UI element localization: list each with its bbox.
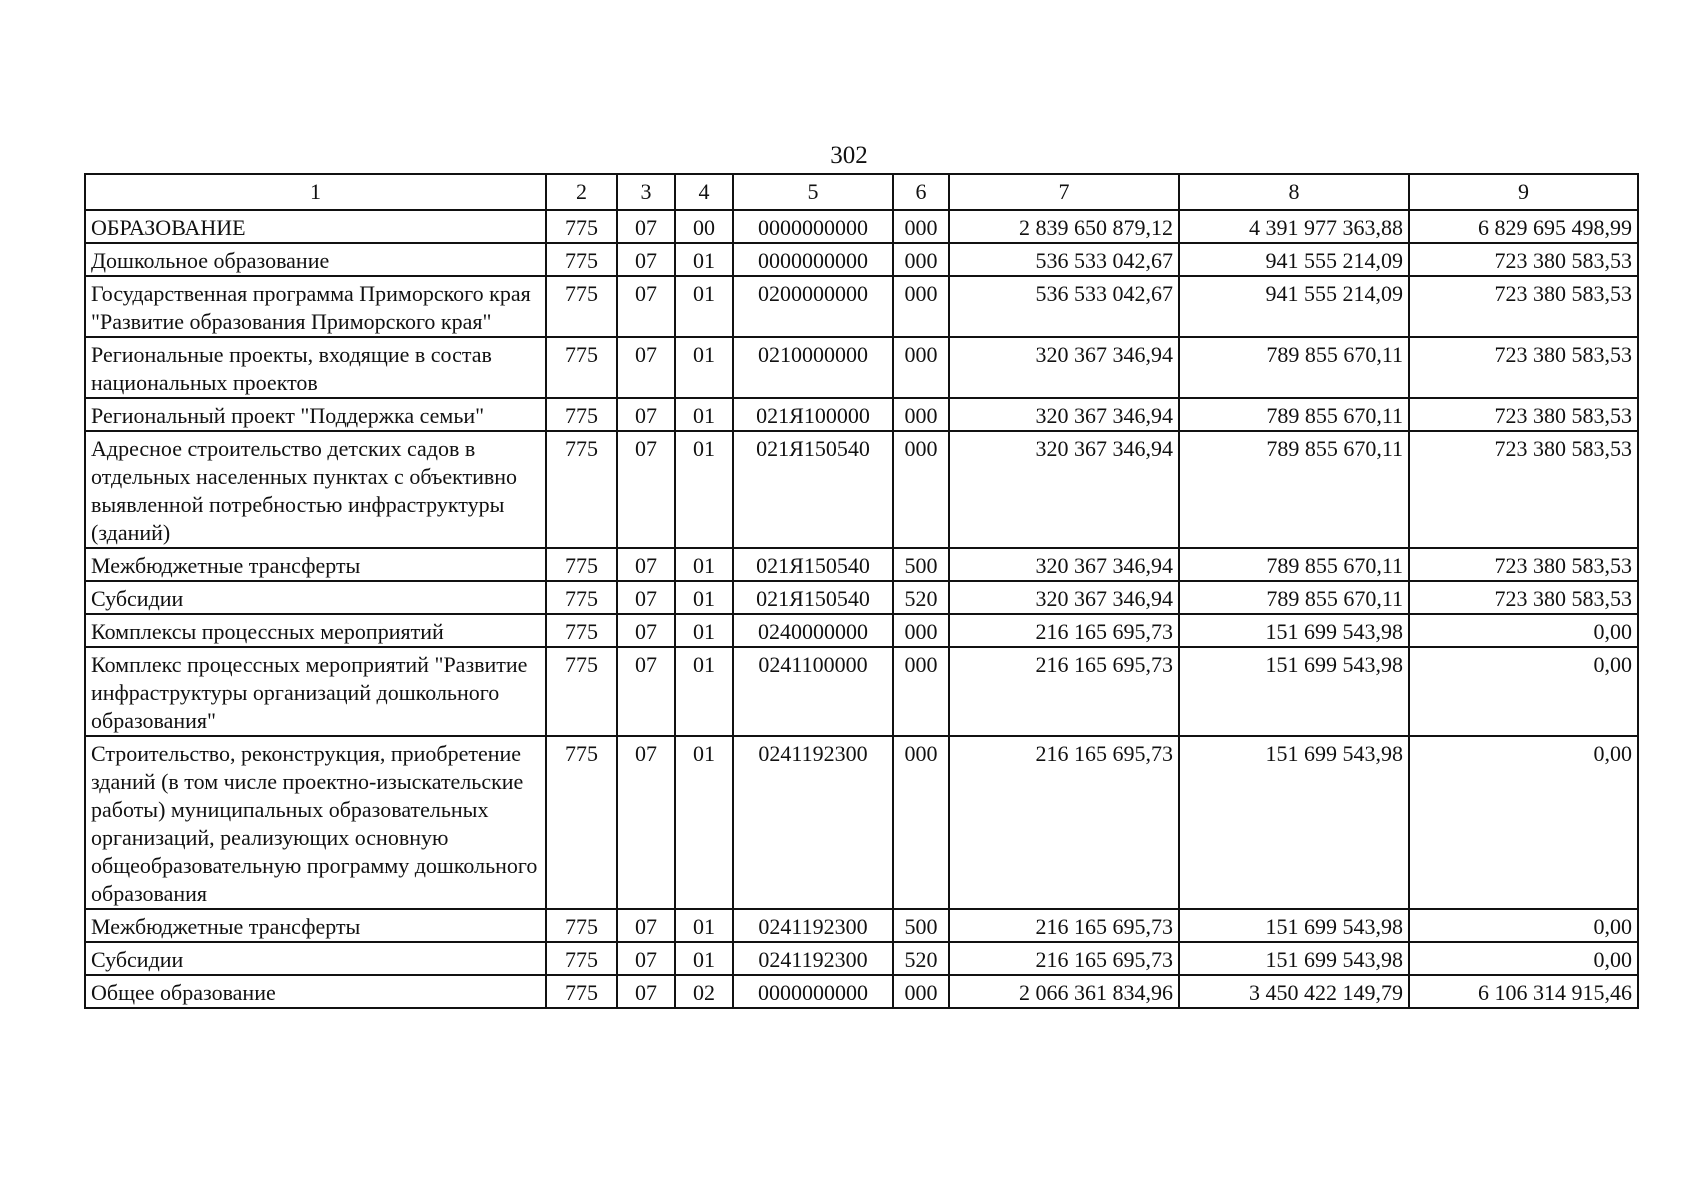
- code-subsection: 01: [675, 736, 733, 909]
- code-admin: 775: [546, 942, 617, 975]
- code-section: 07: [617, 398, 675, 431]
- table-row: [85, 548, 1638, 581]
- table-body: [85, 210, 1638, 1008]
- amount-col-7: 320 367 346,94: [949, 548, 1179, 581]
- budget-table: [84, 173, 1639, 1009]
- code-target: 0241100000: [733, 647, 893, 736]
- code-admin: 775: [546, 276, 617, 337]
- amount-col-8: 941 555 214,09: [1179, 276, 1409, 337]
- table-row: [85, 337, 1638, 398]
- row-name: ОБРАЗОВАНИЕ: [85, 210, 546, 243]
- amount-col-9: 723 380 583,53: [1409, 337, 1638, 398]
- column-header: 1: [85, 174, 546, 210]
- code-subsection: 01: [675, 398, 733, 431]
- amount-col-9: 723 380 583,53: [1409, 581, 1638, 614]
- table-row: [85, 736, 1638, 909]
- code-subsection: 01: [675, 337, 733, 398]
- code-admin: 775: [546, 647, 617, 736]
- row-name: Региональный проект "Поддержка семьи": [85, 398, 546, 431]
- code-admin: 775: [546, 210, 617, 243]
- code-section: 07: [617, 337, 675, 398]
- row-name: Дошкольное образование: [85, 243, 546, 276]
- amount-col-9: 723 380 583,53: [1409, 243, 1638, 276]
- row-name: Комплексы процессных мероприятий: [85, 614, 546, 647]
- column-header: 2: [546, 174, 617, 210]
- code-target: 021Я100000: [733, 398, 893, 431]
- amount-col-7: 320 367 346,94: [949, 581, 1179, 614]
- column-header: 3: [617, 174, 675, 210]
- code-expense-type: 000: [893, 243, 949, 276]
- column-header: 8: [1179, 174, 1409, 210]
- code-target: 0000000000: [733, 243, 893, 276]
- row-name: Субсидии: [85, 942, 546, 975]
- code-expense-type: 000: [893, 210, 949, 243]
- code-subsection: 01: [675, 548, 733, 581]
- row-name: Региональные проекты, входящие в состав национальных проектов: [85, 337, 546, 398]
- code-section: 07: [617, 431, 675, 548]
- amount-col-9: 0,00: [1409, 909, 1638, 942]
- amount-col-7: 216 165 695,73: [949, 647, 1179, 736]
- code-admin: 775: [546, 243, 617, 276]
- code-section: 07: [617, 975, 675, 1008]
- table-row: [85, 398, 1638, 431]
- row-name: Комплекс процессных мероприятий "Развитие инфраструктуры организаций дошкольного образования": [85, 647, 546, 736]
- amount-col-9: 0,00: [1409, 736, 1638, 909]
- code-target: 0240000000: [733, 614, 893, 647]
- amount-col-7: 536 533 042,67: [949, 276, 1179, 337]
- code-subsection: 01: [675, 614, 733, 647]
- code-section: 07: [617, 614, 675, 647]
- code-expense-type: 000: [893, 736, 949, 909]
- code-section: 07: [617, 942, 675, 975]
- code-admin: 775: [546, 398, 617, 431]
- code-target: 021Я150540: [733, 548, 893, 581]
- code-subsection: 00: [675, 210, 733, 243]
- code-expense-type: 000: [893, 276, 949, 337]
- amount-col-8: 3 450 422 149,79: [1179, 975, 1409, 1008]
- code-section: 07: [617, 243, 675, 276]
- row-name: Адресное строительство детских садов в отдельных населенных пунктах с объективно выявленной потребностью инфраструктуры (зданий): [85, 431, 546, 548]
- code-target: 0241192300: [733, 909, 893, 942]
- code-expense-type: 500: [893, 548, 949, 581]
- amount-col-7: 216 165 695,73: [949, 614, 1179, 647]
- amount-col-9: 6 829 695 498,99: [1409, 210, 1638, 243]
- code-admin: 775: [546, 337, 617, 398]
- table-row: [85, 581, 1638, 614]
- amount-col-7: 2 066 361 834,96: [949, 975, 1179, 1008]
- table-row: [85, 243, 1638, 276]
- code-subsection: 01: [675, 942, 733, 975]
- code-admin: 775: [546, 614, 617, 647]
- row-name: Общее образование: [85, 975, 546, 1008]
- table-row: [85, 431, 1638, 548]
- code-target: 0241192300: [733, 942, 893, 975]
- amount-col-7: 2 839 650 879,12: [949, 210, 1179, 243]
- code-target: 021Я150540: [733, 581, 893, 614]
- amount-col-7: 536 533 042,67: [949, 243, 1179, 276]
- code-expense-type: 000: [893, 975, 949, 1008]
- code-target: 0000000000: [733, 975, 893, 1008]
- amount-col-7: 216 165 695,73: [949, 736, 1179, 909]
- amount-col-9: 723 380 583,53: [1409, 398, 1638, 431]
- amount-col-8: 789 855 670,11: [1179, 398, 1409, 431]
- code-expense-type: 000: [893, 647, 949, 736]
- amount-col-9: 0,00: [1409, 942, 1638, 975]
- amount-col-8: 4 391 977 363,88: [1179, 210, 1409, 243]
- row-name: Межбюджетные трансферты: [85, 548, 546, 581]
- amount-col-8: 151 699 543,98: [1179, 736, 1409, 909]
- row-name: Межбюджетные трансферты: [85, 909, 546, 942]
- header-row: [85, 174, 1638, 210]
- column-header: 5: [733, 174, 893, 210]
- amount-col-8: 789 855 670,11: [1179, 581, 1409, 614]
- table-row: [85, 276, 1638, 337]
- amount-col-8: 151 699 543,98: [1179, 942, 1409, 975]
- code-subsection: 01: [675, 581, 733, 614]
- amount-col-9: 723 380 583,53: [1409, 276, 1638, 337]
- code-section: 07: [617, 647, 675, 736]
- row-name: Строительство, реконструкция, приобретение зданий (в том числе проектно-изыскательские работы) муниципальных образовательных организаций, реализующих основную общеобразовательную программу дошкольного образования: [85, 736, 546, 909]
- amount-col-8: 789 855 670,11: [1179, 337, 1409, 398]
- table-row: [85, 909, 1638, 942]
- code-admin: 775: [546, 736, 617, 909]
- code-target: 021Я150540: [733, 431, 893, 548]
- code-admin: 775: [546, 548, 617, 581]
- page-number: 302: [830, 142, 868, 169]
- code-subsection: 01: [675, 276, 733, 337]
- code-subsection: 01: [675, 431, 733, 548]
- code-subsection: 02: [675, 975, 733, 1008]
- code-section: 07: [617, 276, 675, 337]
- amount-col-8: 789 855 670,11: [1179, 431, 1409, 548]
- table-row: [85, 942, 1638, 975]
- code-target: 0241192300: [733, 736, 893, 909]
- code-expense-type: 000: [893, 398, 949, 431]
- amount-col-9: 6 106 314 915,46: [1409, 975, 1638, 1008]
- table-row: [85, 614, 1638, 647]
- amount-col-7: 320 367 346,94: [949, 337, 1179, 398]
- amount-col-8: 151 699 543,98: [1179, 614, 1409, 647]
- table-row: [85, 975, 1638, 1008]
- table-row: [85, 210, 1638, 243]
- code-admin: 775: [546, 909, 617, 942]
- amount-col-8: 789 855 670,11: [1179, 548, 1409, 581]
- code-expense-type: 000: [893, 337, 949, 398]
- code-expense-type: 520: [893, 942, 949, 975]
- code-target: 0200000000: [733, 276, 893, 337]
- code-section: 07: [617, 736, 675, 909]
- amount-col-9: 0,00: [1409, 614, 1638, 647]
- code-section: 07: [617, 548, 675, 581]
- amount-col-8: 941 555 214,09: [1179, 243, 1409, 276]
- table-row: [85, 647, 1638, 736]
- amount-col-7: 216 165 695,73: [949, 909, 1179, 942]
- column-header: 4: [675, 174, 733, 210]
- amount-col-9: 0,00: [1409, 647, 1638, 736]
- code-target: 0000000000: [733, 210, 893, 243]
- amount-col-7: 320 367 346,94: [949, 431, 1179, 548]
- code-subsection: 01: [675, 647, 733, 736]
- code-expense-type: 000: [893, 431, 949, 548]
- amount-col-9: 723 380 583,53: [1409, 548, 1638, 581]
- code-subsection: 01: [675, 909, 733, 942]
- amount-col-8: 151 699 543,98: [1179, 647, 1409, 736]
- code-expense-type: 000: [893, 614, 949, 647]
- row-name: Субсидии: [85, 581, 546, 614]
- column-header: 7: [949, 174, 1179, 210]
- code-section: 07: [617, 210, 675, 243]
- code-admin: 775: [546, 581, 617, 614]
- amount-col-7: 216 165 695,73: [949, 942, 1179, 975]
- code-target: 0210000000: [733, 337, 893, 398]
- code-admin: 775: [546, 975, 617, 1008]
- code-expense-type: 520: [893, 581, 949, 614]
- amount-col-9: 723 380 583,53: [1409, 431, 1638, 548]
- column-header: 6: [893, 174, 949, 210]
- column-header: 9: [1409, 174, 1638, 210]
- code-section: 07: [617, 581, 675, 614]
- code-section: 07: [617, 909, 675, 942]
- code-subsection: 01: [675, 243, 733, 276]
- row-name: Государственная программа Приморского края "Развитие образования Приморского края": [85, 276, 546, 337]
- code-admin: 775: [546, 431, 617, 548]
- amount-col-7: 320 367 346,94: [949, 398, 1179, 431]
- amount-col-8: 151 699 543,98: [1179, 909, 1409, 942]
- code-expense-type: 500: [893, 909, 949, 942]
